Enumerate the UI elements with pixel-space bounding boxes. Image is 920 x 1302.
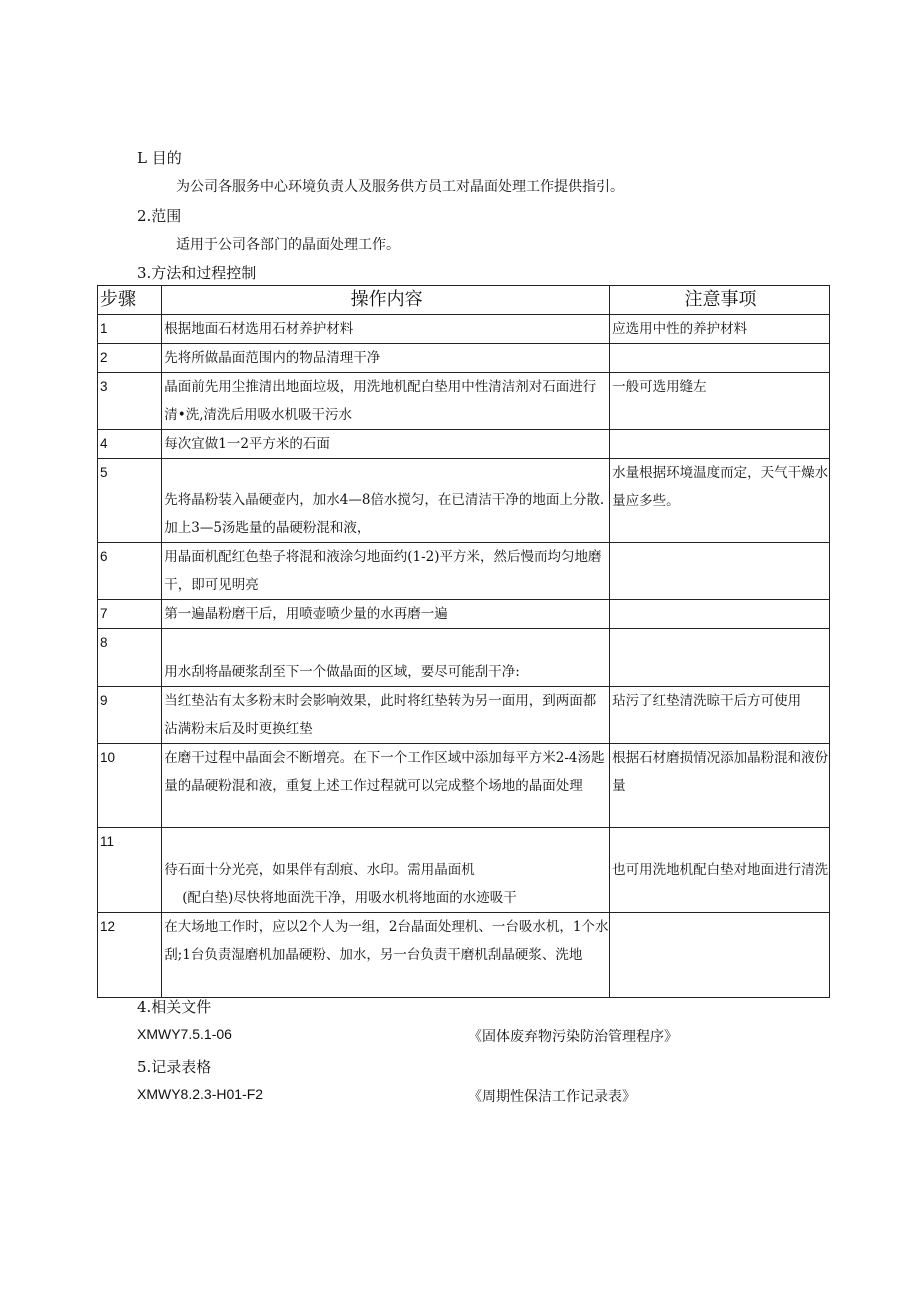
- step-note: [610, 629, 830, 687]
- record-code: XMWY8.2.3-H01-F2: [137, 1086, 264, 1102]
- step-note: 也可用洗地机配白垫对地面进行清洗: [610, 828, 830, 913]
- step-content: 第一遍晶粉磨干后，用喷壶喷少量的水再磨一遍: [162, 600, 610, 629]
- step-content-line: (配白垫)尽快将地面洗干净，用吸水机将地面的水迹吸干: [182, 890, 517, 906]
- table-row: [98, 687, 830, 744]
- step-note: [610, 600, 830, 629]
- table-row: [98, 629, 830, 687]
- step-note: 一般可选用缝左: [610, 373, 830, 430]
- step-content-line: 待石面十分光亮，如果伴有刮痕、水印。需用晶面机: [164, 862, 475, 878]
- step-number: 10: [98, 744, 162, 828]
- step-number: 8: [98, 629, 162, 687]
- table-row: [98, 744, 830, 828]
- step-number: 9: [98, 687, 162, 744]
- step-note: 玷污了红垫清洗晾干后方可使用: [610, 687, 830, 744]
- table-row: [98, 344, 830, 373]
- header-content: 操作内容: [162, 286, 610, 315]
- table-row: [98, 828, 830, 913]
- step-number: 6: [98, 543, 162, 600]
- step-number: 1: [98, 315, 162, 344]
- table-row: [98, 600, 830, 629]
- step-note: 根据石材磨损情况添加晶粉混和液份量: [610, 744, 830, 828]
- procedure-table: [97, 285, 830, 998]
- table-row: [98, 430, 830, 459]
- step-number: 12: [98, 913, 162, 998]
- step-content: 先将晶粉装入晶硬壶内，加水4—8倍水搅匀，在已清洁干净的地面上分散.加上3—5汤匙量的晶硬粉混和液，: [162, 459, 610, 543]
- step-note: [610, 430, 830, 459]
- step-number: 5: [98, 459, 162, 543]
- step-number: 4: [98, 430, 162, 459]
- related-doc-code: XMWY7.5.1-06: [137, 1026, 232, 1042]
- related-doc-title: 《固体废弃物污染防治管理程序》: [468, 1029, 678, 1045]
- step-content: 当红垫沾有太多粉末时会影响效果，此时将红垫转为另一面用，到两面都沾满粉末后及时更换红垫: [162, 687, 610, 744]
- step-content: 用水刮将晶硬浆刮至下一个做晶面的区域，要尽可能刮干净:: [162, 629, 610, 687]
- scope-text: 适用于公司各部门的晶面处理工作。: [176, 237, 400, 253]
- step-note: 应选用中性的养护材料: [610, 315, 830, 344]
- table-row: [98, 459, 830, 543]
- table-row: [98, 543, 830, 600]
- header-step: 步骤: [98, 286, 162, 315]
- records-heading: 5.记录表格: [137, 1058, 212, 1076]
- step-content: [162, 828, 610, 913]
- header-note: 注意事项: [610, 286, 830, 315]
- step-content: 晶面前先用尘推清出地面垃圾，用洗地机配白垫用中性清洁剂对石面进行清•洗,清洗后用吸水机吸干污水: [162, 373, 610, 430]
- step-number: 11: [98, 828, 162, 913]
- step-content: 先将所做晶面范围内的物品清理干净: [162, 344, 610, 373]
- step-number: 3: [98, 373, 162, 430]
- step-note: 水量根据环境温度而定，天气干燥水量应多些。: [610, 459, 830, 543]
- purpose-heading: L 目的: [137, 149, 182, 167]
- purpose-text: 为公司各服务中心环境负责人及服务供方员工对晶面处理工作提供指引。: [176, 179, 624, 195]
- table-row: [98, 373, 830, 430]
- step-note: [610, 344, 830, 373]
- step-note: [610, 913, 830, 998]
- step-note: [610, 543, 830, 600]
- step-content: 用晶面机配红色垫子将混和液涂匀地面约(1-2)平方米，然后慢而均匀地磨干，即可见明亮: [162, 543, 610, 600]
- step-content: 在大场地工作时，应以2个人为一组，2台晶面处理机、一台吸水机，1个水刮;1台负责湿磨机加晶硬粉、加水，另一台负责干磨机刮晶硬浆、洗地: [162, 913, 610, 998]
- scope-heading: 2.范围: [137, 207, 182, 225]
- table-row: [98, 913, 830, 998]
- table-header-row: [98, 286, 830, 315]
- step-number: 2: [98, 344, 162, 373]
- related-docs-heading: 4.相关文件: [137, 998, 212, 1016]
- method-heading: 3.方法和过程控制: [137, 264, 257, 282]
- record-title: 《周期性保洁工作记录表》: [468, 1089, 636, 1105]
- step-content: 根据地面石材选用石材养护材料: [162, 315, 610, 344]
- step-content: 在磨干过程中晶面会不断增亮。在下一个工作区域中添加每平方米2-4汤匙量的晶硬粉混和液，重复上述工作过程就可以完成整个场地的晶面处理: [162, 744, 610, 828]
- table-row: [98, 315, 830, 344]
- step-content: 每次宜做1一2平方米的石面: [162, 430, 610, 459]
- step-number: 7: [98, 600, 162, 629]
